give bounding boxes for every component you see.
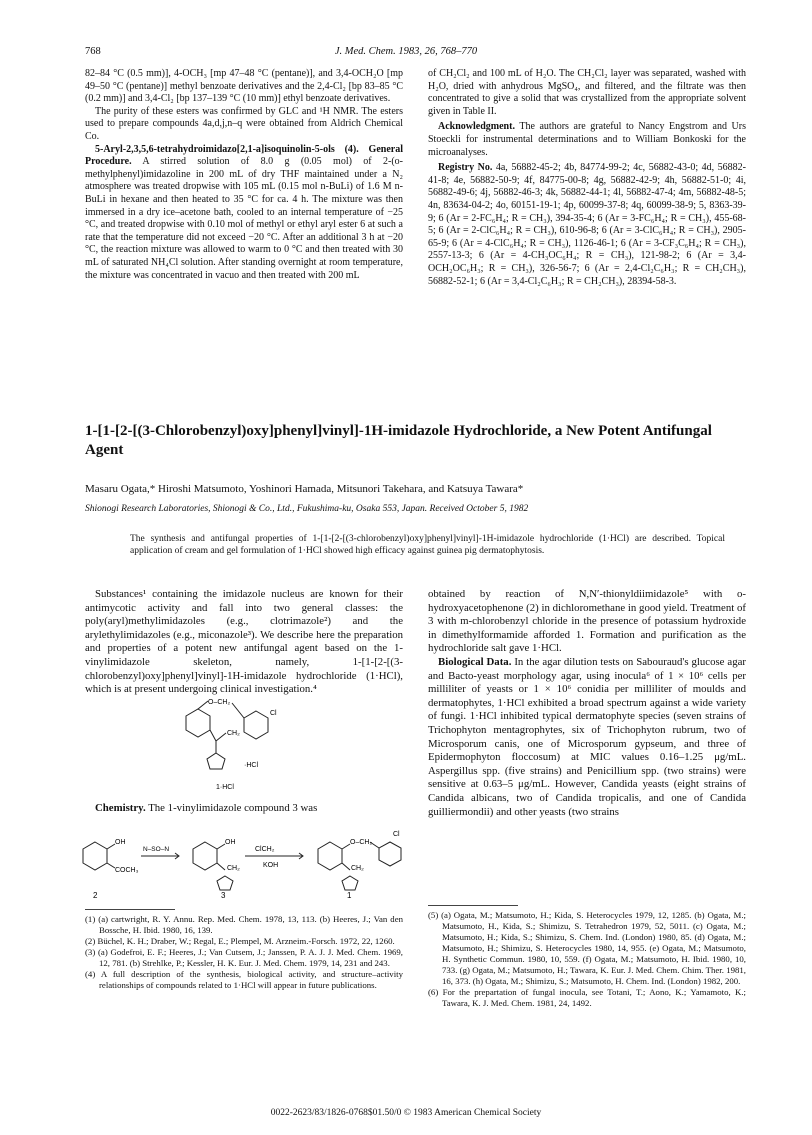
chemistry-text: The 1-vinylimidazole compound 3 was [145,802,318,814]
footnotes-left [85,914,403,991]
prev-article-left-column [85,68,403,282]
footnote: (4) A full description of the synthesis, biological activity, and structure–activity relationships of compounds related to 1·HCl will appear in future publications. [85,969,403,990]
page-footer: 0022-2623/83/1826-0768$01.50/0 © 1983 American Chemical Society [270,1108,542,1118]
article-affiliation: Shionogi Research Laboratories, Shionogi & Co., Ltd., Fukushima-ku, Osaka 553, Japan. Received October 5, 1982 [85,504,529,514]
registry-numbers [428,162,746,288]
registry-text: 4a, 56882-45-2; 4b, 84774-99-2; 4c, 56882-43-0; 4d, 56882-41-8; 4e, 56882-50-9; 4f, 84775-00-8; 4g, 56882-42-9; 4h, 56882-51-0; 4i, 56882-49-6; 4j, 56882-46-3; 4k, 56882-44-1; 4l, 56882-47-4; 4m, 56882-48-5; 4n, 83634-04-2; 4o, 60151-19-1; 4p, 60099-37-8; 4q, 60099-38-9; 5, 8363-39-9; 6 (Ar = 2-FC₆H₄; R = CH₃), 394-35-4; 6 (Ar = 3-FC₆H₄; R = CH₃), 455-68-5; 6 (Ar = 2-ClC₆H₄; R = CH₃), 610-96-8; 6 (Ar = 3-ClC₆H₄; R = CH₃), 2905-65-9; 6 (Ar = 4-ClC₆H₄; R = CH₃), 1126-46-1; 6 (Ar = 3-CF₃C₆H₄; R = CH₃), 2557-13-3; 6 (Ar = 4-CH₃OC₆H₄; R = CH₃), 121-98-2; 6 (Ar = 3,4-OCH₂OC₆H₃; R = CH₃), 326-56-7; 6 (Ar = 2,4-Cl₂C₆H₃; R = CH₂CH₃), 56882-52-1; 6 (Ar = 3,4-Cl₂C₆H₃; R = CH₂CH₃), 28394-58-3. [428,162,746,287]
o-ch2-label: O–CH₂ [208,699,231,706]
hcl-label: ·HCl [244,762,258,769]
synthesis-paragraph: obtained by reaction of N,N′-thionyldiimidazole⁵ with o-hydroxyacetophenone (2) in dichloromethane in good yield. Treatment of 3 with m-chlorobenzyl chloride in the presence of potassium hydroxide in dimethylformamide afforded 1. Formation and purification as the hydrochloride salt gave 1·HCl. [428,588,746,655]
acknowledgment [428,121,746,159]
article-authors: Masaru Ogata,* Hiroshi Matsumoto, Yoshinori Hamada, Mitsunori Takehara, and Katsuya Tawara* [85,483,524,495]
ch2-label: CH₂ [351,865,364,872]
coch3-label: COCH₃ [115,867,139,874]
footnote: (6) For the prepartation of fungal inocula, see Totani, T.; Aono, K.; Yamamoto, K.; Tawara, K. J. Med. Chem. 1981, 24, 1492. [428,987,746,1008]
compound-label: 1·HCl [216,784,234,791]
footnote-rule [428,905,518,906]
prev-paragraph: 82–84 °C (0.5 mm)], 4-OCH₃ [mp 47–48 °C (pentane)], and 3,4-OCH₂O [mp 49–50 °C (pentane)] methyl benzoate derivatives and the 2,4-Cl₂ [bp 83–85 °C (0.2 mm)] and 3,4-Cl₂ [bp 137–139 °C (10 mm)] ethyl benzoate derivatives. [85,68,403,105]
intro-paragraph: Substances¹ containing the imidazole nucleus are known for their antimycotic activity and fall into two general classes: the poly(aryl)methylimidazoles (e.g., clotrimazole²) and the arylethylimidazoles (e.g., miconazole³). We describe here the preparation and properties of a potent new antifungal agent based on the 1-vinylimidazole skeleton, namely, 1-[1-[2-[(3-chlorobenzyl)oxy]phenyl]vinyl]-1H-imidazole hydrochloride (1·HCl), which is at present undergoing clinical investigation.⁴ [85,588,403,696]
biological-heading: Biological Data. [438,655,512,668]
acknowledgment-heading: Acknowledgment. [438,121,515,133]
biological-text: In the agar dilution tests on Sabouraud's glucose agar and Bacto-yeast morphology agar, using inocula⁶ of 1 × 10⁶ cells per milliliter of yeasts or 1 × 10⁶ conidia per milliliter of moulds and dermatophytes, 1·HCl exhibited a broad spectrum against a wide variety of fungi. 1·HCl inhibited typical dermatophyte species (seven strains of Trichophyton mentagrophytes, six of Trichophyton rubrum, two of Microsporum canis, one of Microsporum gypseum, and three of Epidermophyton floccosum) at MIC values 0.16–1.25 μg/mL. Aspergillus spp. (five strains) and Penicillium spp. (two strains) were sensitive at 0.63–5 μg/mL. However, Candida yeasts (eight strains of Candida albicans, two of Candida tropicalis, and one of Candida guilliermondii) and other yeasts (two strains [428,655,746,818]
compound-number-3: 3 [221,891,226,900]
page-number: 768 [85,46,101,57]
footnote: (2) Büchel, K. H.; Draber, W.; Regal, E.; Plempel, M. Arzneim.-Forsch. 1972, 22, 1260. [85,936,395,946]
cl-label: Cl [393,831,400,838]
journal-header: J. Med. Chem. 1983, 26, 768–770 [334,46,478,57]
chemistry-paragraph [85,802,403,816]
article-title: 1-[1-[2-[(3-Chlorobenzyl)oxy]phenyl]vinyl]-1H-imidazole Hydrochloride, a New Potent Antifungal Agent [85,423,712,458]
footnotes-right [428,910,746,1009]
ch2-label: CH₂ [227,730,240,737]
compound-number-2: 2 [93,891,98,900]
compound-number-1: 1 [347,891,352,900]
ch2-label: CH₂ [227,865,240,872]
article-abstract: The synthesis and antifungal properties of 1-[1-[2-[(3-chlorobenzyl)oxy]phenyl]vinyl]-1H-imidazole hydrochloride (1·HCl) are described. Topical application of cream and gel formulation of 1·HCl showed high efficacy against guinea pig dermatophytosis. [130,534,725,556]
compound-1-hcl-structure [170,695,290,795]
procedure-paragraph [85,144,403,283]
footnote: (5) (a) Ogata, M.; Matsumoto, H.; Kida, S. Heterocycles 1979, 12, 1285. (b) Ogata, M.; Matsumoto, H., Kida, S.; Shimizu, S. Tetrahedron 1979, 52, 5011. (c) Ogata, M.; Matsumoto, H.; Kida, S.; Shimizu, S. Chem. Ind. (London) 1980, 85. (d) Ogata, M.; Matsumoto, H.; Shimizu, S. Heterocycles 1980, 14, 955. (e) Ogata, M.; Matsumoto, H. Synthetic Commun. 1980, 10, 559. (f) Ogata, M.; Matsumoto, H. Ibid. 1980, 10, 733. (g) Ogata, M.; Matsumoto, H.; Tawara, K. Eur. J. Med. Chem. Chim. Ther. 1981, 16, 373. (h) Ogata, M.; Shimizu, S.; Matsumoto, H. Chem. Ind. (London) 1982, 200. [428,910,746,986]
intro-column [85,588,403,697]
reagent-label: N–SO–N [143,846,170,853]
biological-paragraph [428,656,746,819]
prev-paragraph: The purity of these esters was confirmed by GLC and ¹H NMR. The esters used to prepare compounds 4a,d,j,n–q were obtained from Aldrich Chemical Co. [85,105,403,142]
procedure-heading: 5-Aryl-2,3,5,6-tetrahydroimidazo[2,1-a]isoquinolin-5-ols (4). General Procedure. [85,143,403,168]
cl-label: Cl [270,710,277,717]
footnote: (1) (a) cartwright, R. Y. Annu. Rep. Med. Chem. 1978, 13, 113. (b) Heeres, J.; Van den Bossche, H. Ibid. 1980, 16, 139. [85,914,403,935]
registry-heading: Registry No. [438,162,493,174]
o-ch2-label: O–CH₂ [350,839,373,846]
koh-label: KOH [263,862,279,869]
chemistry-heading: Chemistry. [95,802,146,814]
oh-label: OH [225,839,236,846]
acknowledgment-text: The authors are grateful to Nancy Engstrom and Urs Stoeckli for instrumental determinations and to William Bonkoski for the microanalyses. [428,121,746,158]
procedure-text: A stirred solution of 8.0 g (0.05 mol) of 2-(o-methylphenyl)imidazoline in 200 mL of dry THF maintained under a N₂ atmosphere was treated dropwise with 105 mL (0.15 mol n-BuLi) of 1.6 M n-BuLi in hexane and then heated to 35 °C for ca. 4 h. The mixture was then immersed in a dry ice–acetone bath, cooled to an internal temperature of −25 °C, and treated dropwise with 0.10 mol of methyl or ethyl aryl ester 6 at such a rate that the temperature did not exceed −20 °C. After an additional 3 h at −20 °C, the reaction mixture was allowed to warm to 0 °C and then treated with 30 mL of saturated NH₄Cl solution. After standing overnight at room temperature, the mixture was concentrated in vacuo and then treated with 200 mL [85,156,403,281]
prev-article-right-column [428,68,746,288]
oh-label: OH [115,839,126,846]
footnote-rule [85,909,175,910]
footnote: (3) (a) Godefroi, E. F.; Heeres, J.; Van Cutsem, J.; Janssen, P. A. J. J. Med. Chem. 1969, 12, 781. (b) Strehlke, P.; Kessler, H. K. Eur. J. Med. Chem. 1979, 14, 231 and 243. [85,947,403,968]
reaction-scheme [75,820,410,900]
body-right-column [428,588,746,819]
prev-paragraph: of CH₂Cl₂ and 100 mL of H₂O. The CH₂Cl₂ layer was separated, washed with H₂O, dried with anhydrous MgSO₄, and filtered, and the filtrate was then concentrated to give a solid that was crystallized from the appropriate solvent given in Table II. [428,68,746,117]
reagent-chloride-label: ClCH₂ [255,846,275,853]
